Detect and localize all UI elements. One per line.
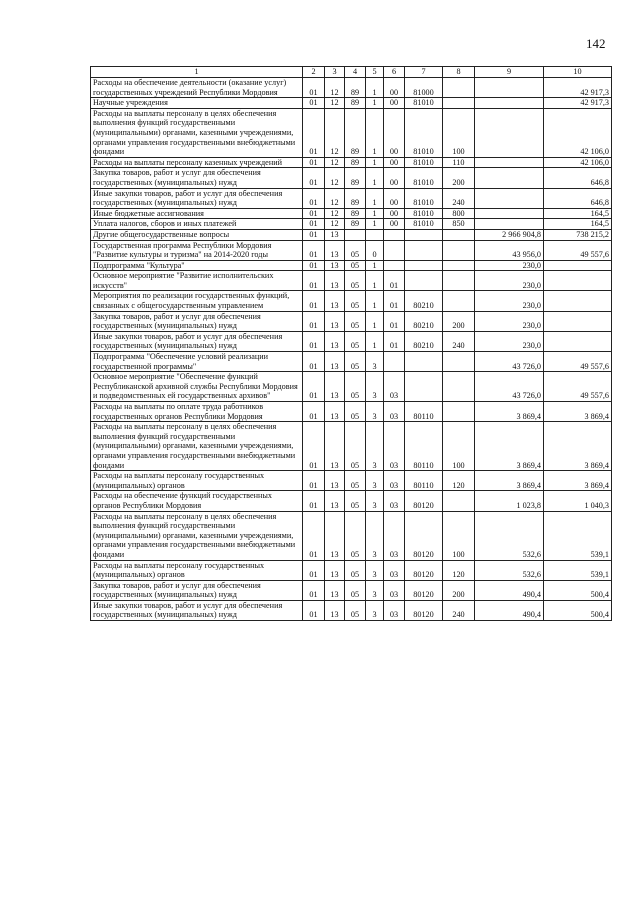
row-name-cell: Мероприятия по реализации государственных функций, связанных с общегосударственным управлением (91, 291, 303, 311)
program-code-cell: 05 (345, 271, 366, 291)
table-row (91, 157, 612, 168)
activity-code-cell: 03 (384, 580, 405, 600)
column-header: 6 (384, 67, 405, 78)
direction-code-cell: 80110 (405, 422, 443, 471)
subsection-code-cell: 12 (325, 219, 345, 230)
row-name-cell: Расходы на обеспечение деятельности (оказание услуг) государственных учреждений Республики Мордовия (91, 78, 303, 98)
direction-code-cell: 81010 (405, 98, 443, 109)
subprogram-code-cell: 3 (366, 471, 384, 491)
amount-year-1-cell: 43 956,0 (475, 240, 544, 260)
subsection-code-cell: 13 (325, 331, 345, 351)
expense-type-code-cell: 850 (443, 219, 475, 230)
subsection-code-cell: 13 (325, 271, 345, 291)
activity-code-cell: 00 (384, 78, 405, 98)
subsection-code-cell: 13 (325, 352, 345, 372)
program-code-cell: 05 (345, 600, 366, 620)
expense-type-code-cell: 100 (443, 422, 475, 471)
subsection-code-cell: 13 (325, 372, 345, 402)
subprogram-code-cell: 1 (366, 291, 384, 311)
amount-year-2-cell (544, 331, 612, 351)
subprogram-code-cell (366, 229, 384, 240)
expense-type-code-cell (443, 372, 475, 402)
row-name-cell: Расходы на выплаты персоналу казенных учреждений (91, 157, 303, 168)
column-header: 10 (544, 67, 612, 78)
amount-year-2-cell: 3 869,4 (544, 402, 612, 422)
amount-year-1-cell: 3 869,4 (475, 402, 544, 422)
activity-code-cell: 03 (384, 471, 405, 491)
amount-year-1-cell: 230,0 (475, 271, 544, 291)
subsection-code-cell: 13 (325, 402, 345, 422)
program-code-cell: 89 (345, 78, 366, 98)
activity-code-cell (384, 240, 405, 260)
amount-year-2-cell: 49 557,6 (544, 240, 612, 260)
direction-code-cell: 81010 (405, 168, 443, 188)
activity-code-cell: 01 (384, 311, 405, 331)
amount-year-2-cell: 49 557,6 (544, 352, 612, 372)
column-header: 4 (345, 67, 366, 78)
expense-type-code-cell: 110 (443, 157, 475, 168)
section-code-cell: 01 (303, 352, 325, 372)
direction-code-cell: 80120 (405, 511, 443, 560)
row-name-cell: Расходы на выплаты персоналу государственных (муниципальных) органов (91, 560, 303, 580)
subprogram-code-cell: 1 (366, 208, 384, 219)
amount-year-2-cell: 164,5 (544, 208, 612, 219)
expense-type-code-cell (443, 271, 475, 291)
table-row (91, 291, 612, 311)
row-name-cell: Закупка товаров, работ и услуг для обеспечения государственных (муниципальных) нужд (91, 168, 303, 188)
table-row (91, 188, 612, 208)
amount-year-2-cell: 42 106,0 (544, 108, 612, 157)
section-code-cell: 01 (303, 311, 325, 331)
section-code-cell: 01 (303, 260, 325, 271)
section-code-cell: 01 (303, 98, 325, 109)
amount-year-2-cell (544, 271, 612, 291)
column-header: 2 (303, 67, 325, 78)
direction-code-cell: 80120 (405, 491, 443, 511)
subsection-code-cell: 12 (325, 188, 345, 208)
expense-type-code-cell (443, 78, 475, 98)
subprogram-code-cell: 1 (366, 331, 384, 351)
amount-year-2-cell: 738 215,2 (544, 229, 612, 240)
activity-code-cell: 01 (384, 291, 405, 311)
section-code-cell: 01 (303, 511, 325, 560)
section-code-cell: 01 (303, 491, 325, 511)
subprogram-code-cell: 3 (366, 580, 384, 600)
activity-code-cell: 00 (384, 208, 405, 219)
row-name-cell: Подпрограмма "Культура" (91, 260, 303, 271)
column-header: 9 (475, 67, 544, 78)
direction-code-cell (405, 271, 443, 291)
direction-code-cell: 80110 (405, 402, 443, 422)
activity-code-cell: 00 (384, 168, 405, 188)
direction-code-cell: 80210 (405, 331, 443, 351)
section-code-cell: 01 (303, 422, 325, 471)
program-code-cell: 05 (345, 311, 366, 331)
program-code-cell: 89 (345, 208, 366, 219)
program-code-cell: 05 (345, 422, 366, 471)
amount-year-2-cell: 42 917,3 (544, 98, 612, 109)
section-code-cell: 01 (303, 471, 325, 491)
table-row (91, 168, 612, 188)
column-header: 3 (325, 67, 345, 78)
activity-code-cell: 03 (384, 372, 405, 402)
expense-type-code-cell (443, 98, 475, 109)
section-code-cell: 01 (303, 331, 325, 351)
section-code-cell: 01 (303, 78, 325, 98)
row-name-cell: Иные закупки товаров, работ и услуг для обеспечения государственных (муниципальных) нужд (91, 600, 303, 620)
budget-table (90, 66, 612, 621)
row-name-cell: Расходы на выплаты персоналу государственных (муниципальных) органов (91, 471, 303, 491)
row-name-cell: Иные закупки товаров, работ и услуг для обеспечения государственных (муниципальных) нужд (91, 331, 303, 351)
amount-year-1-cell: 230,0 (475, 260, 544, 271)
subsection-code-cell: 13 (325, 491, 345, 511)
direction-code-cell: 81010 (405, 157, 443, 168)
amount-year-2-cell: 164,5 (544, 219, 612, 230)
expense-type-code-cell: 100 (443, 108, 475, 157)
direction-code-cell (405, 352, 443, 372)
activity-code-cell: 00 (384, 188, 405, 208)
row-name-cell: Закупка товаров, работ и услуг для обеспечения государственных (муниципальных) нужд (91, 311, 303, 331)
section-code-cell: 01 (303, 600, 325, 620)
direction-code-cell: 80210 (405, 311, 443, 331)
row-name-cell: Подпрограмма "Обеспечение условий реализации государственной программы" (91, 352, 303, 372)
subprogram-code-cell: 3 (366, 600, 384, 620)
table-row (91, 491, 612, 511)
direction-code-cell (405, 240, 443, 260)
subprogram-code-cell: 3 (366, 491, 384, 511)
direction-code-cell: 81010 (405, 108, 443, 157)
amount-year-1-cell: 230,0 (475, 291, 544, 311)
program-code-cell: 89 (345, 188, 366, 208)
amount-year-2-cell: 539,1 (544, 560, 612, 580)
program-code-cell: 05 (345, 260, 366, 271)
direction-code-cell: 81010 (405, 208, 443, 219)
direction-code-cell (405, 372, 443, 402)
subsection-code-cell: 13 (325, 471, 345, 491)
activity-code-cell: 00 (384, 157, 405, 168)
subprogram-code-cell: 3 (366, 422, 384, 471)
row-name-cell: Научные учреждения (91, 98, 303, 109)
amount-year-2-cell: 42 106,0 (544, 157, 612, 168)
subsection-code-cell: 13 (325, 260, 345, 271)
table-row (91, 352, 612, 372)
program-code-cell: 05 (345, 372, 366, 402)
section-code-cell: 01 (303, 108, 325, 157)
direction-code-cell (405, 229, 443, 240)
amount-year-2-cell: 49 557,6 (544, 372, 612, 402)
section-code-cell: 01 (303, 560, 325, 580)
table-row (91, 219, 612, 230)
column-header: 1 (91, 67, 303, 78)
table-row (91, 240, 612, 260)
subsection-code-cell: 12 (325, 208, 345, 219)
amount-year-1-cell: 532,6 (475, 560, 544, 580)
row-name-cell: Основное мероприятие "Обеспечение функций Республиканской архивной службы Республики Мордовия и подведомственных ей государственных архивов" (91, 372, 303, 402)
expense-type-code-cell: 200 (443, 580, 475, 600)
table-row (91, 331, 612, 351)
amount-year-1-cell: 490,4 (475, 600, 544, 620)
column-header: 7 (405, 67, 443, 78)
subsection-code-cell: 13 (325, 291, 345, 311)
section-code-cell: 01 (303, 402, 325, 422)
row-name-cell: Иные бюджетные ассигнования (91, 208, 303, 219)
program-code-cell: 89 (345, 219, 366, 230)
program-code-cell: 05 (345, 511, 366, 560)
table-row (91, 422, 612, 471)
table-row (91, 229, 612, 240)
amount-year-1-cell: 532,6 (475, 511, 544, 560)
row-name-cell: Иные закупки товаров, работ и услуг для обеспечения государственных (муниципальных) нужд (91, 188, 303, 208)
table-row (91, 600, 612, 620)
direction-code-cell: 80110 (405, 471, 443, 491)
expense-type-code-cell (443, 240, 475, 260)
table-row (91, 78, 612, 98)
row-name-cell: Государственная программа Республики Мордовия "Развитие культуры и туризма" на 2014-2020 годы (91, 240, 303, 260)
amount-year-2-cell: 500,4 (544, 580, 612, 600)
expense-type-code-cell (443, 291, 475, 311)
activity-code-cell: 01 (384, 271, 405, 291)
subprogram-code-cell: 3 (366, 511, 384, 560)
activity-code-cell: 03 (384, 402, 405, 422)
row-name-cell: Расходы на выплаты персоналу в целях обеспечения выполнения функций государственными (муниципальными) органами, казенными учреждениями, органами управления государственными внебюджетными фондами (91, 511, 303, 560)
subsection-code-cell: 13 (325, 600, 345, 620)
table-row (91, 560, 612, 580)
subprogram-code-cell: 1 (366, 78, 384, 98)
amount-year-1-cell (475, 188, 544, 208)
table-row (91, 402, 612, 422)
subprogram-code-cell: 1 (366, 219, 384, 230)
amount-year-2-cell: 646,8 (544, 188, 612, 208)
subsection-code-cell: 13 (325, 560, 345, 580)
subprogram-code-cell: 1 (366, 311, 384, 331)
activity-code-cell: 00 (384, 108, 405, 157)
table-row (91, 471, 612, 491)
page-number: 142 (586, 36, 606, 51)
section-code-cell: 01 (303, 219, 325, 230)
direction-code-cell: 81000 (405, 78, 443, 98)
section-code-cell: 01 (303, 271, 325, 291)
activity-code-cell (384, 229, 405, 240)
program-code-cell: 89 (345, 157, 366, 168)
amount-year-2-cell: 646,8 (544, 168, 612, 188)
amount-year-2-cell (544, 311, 612, 331)
table-row (91, 98, 612, 109)
section-code-cell: 01 (303, 240, 325, 260)
subprogram-code-cell: 1 (366, 271, 384, 291)
program-code-cell: 89 (345, 108, 366, 157)
table-row (91, 511, 612, 560)
amount-year-1-cell: 490,4 (475, 580, 544, 600)
expense-type-code-cell: 100 (443, 511, 475, 560)
subprogram-code-cell: 1 (366, 157, 384, 168)
amount-year-1-cell (475, 98, 544, 109)
subprogram-code-cell: 3 (366, 402, 384, 422)
amount-year-2-cell: 500,4 (544, 600, 612, 620)
section-code-cell: 01 (303, 188, 325, 208)
program-code-cell: 05 (345, 291, 366, 311)
subsection-code-cell: 13 (325, 240, 345, 260)
expense-type-code-cell: 200 (443, 311, 475, 331)
subsection-code-cell: 12 (325, 108, 345, 157)
amount-year-1-cell (475, 219, 544, 230)
amount-year-1-cell: 43 726,0 (475, 372, 544, 402)
subsection-code-cell: 12 (325, 168, 345, 188)
table-row (91, 372, 612, 402)
direction-code-cell: 80120 (405, 580, 443, 600)
subsection-code-cell: 13 (325, 229, 345, 240)
row-name-cell: Расходы на обеспечение функций государственных органов Республики Мордовия (91, 491, 303, 511)
activity-code-cell: 03 (384, 422, 405, 471)
amount-year-1-cell: 230,0 (475, 331, 544, 351)
amount-year-1-cell: 1 023,8 (475, 491, 544, 511)
activity-code-cell: 00 (384, 98, 405, 109)
section-code-cell: 01 (303, 372, 325, 402)
expense-type-code-cell: 120 (443, 471, 475, 491)
direction-code-cell: 80120 (405, 600, 443, 620)
subprogram-code-cell: 1 (366, 188, 384, 208)
table-header-row (91, 67, 612, 78)
program-code-cell: 05 (345, 560, 366, 580)
subprogram-code-cell: 3 (366, 372, 384, 402)
subsection-code-cell: 12 (325, 78, 345, 98)
table-row (91, 108, 612, 157)
subprogram-code-cell: 1 (366, 168, 384, 188)
row-name-cell: Основное мероприятие "Развитие исполнительских искусств" (91, 271, 303, 291)
expense-type-code-cell: 240 (443, 331, 475, 351)
direction-code-cell (405, 260, 443, 271)
direction-code-cell: 80210 (405, 291, 443, 311)
amount-year-1-cell: 3 869,4 (475, 471, 544, 491)
program-code-cell: 05 (345, 471, 366, 491)
program-code-cell: 05 (345, 331, 366, 351)
section-code-cell: 01 (303, 229, 325, 240)
subsection-code-cell: 13 (325, 422, 345, 471)
expense-type-code-cell (443, 260, 475, 271)
section-code-cell: 01 (303, 168, 325, 188)
program-code-cell: 05 (345, 491, 366, 511)
direction-code-cell: 81010 (405, 188, 443, 208)
activity-code-cell: 03 (384, 600, 405, 620)
activity-code-cell: 00 (384, 219, 405, 230)
section-code-cell: 01 (303, 580, 325, 600)
direction-code-cell: 81010 (405, 219, 443, 230)
subprogram-code-cell: 3 (366, 560, 384, 580)
row-name-cell: Другие общегосударственные вопросы (91, 229, 303, 240)
expense-type-code-cell: 240 (443, 188, 475, 208)
program-code-cell (345, 229, 366, 240)
activity-code-cell: 03 (384, 560, 405, 580)
amount-year-2-cell: 539,1 (544, 511, 612, 560)
amount-year-1-cell (475, 108, 544, 157)
expense-type-code-cell: 240 (443, 600, 475, 620)
amount-year-1-cell (475, 168, 544, 188)
program-code-cell: 89 (345, 168, 366, 188)
program-code-cell: 05 (345, 402, 366, 422)
expense-type-code-cell (443, 352, 475, 372)
table-row (91, 311, 612, 331)
table-row (91, 208, 612, 219)
table-row (91, 580, 612, 600)
activity-code-cell (384, 260, 405, 271)
subprogram-code-cell: 3 (366, 352, 384, 372)
subprogram-code-cell: 0 (366, 240, 384, 260)
column-header: 5 (366, 67, 384, 78)
amount-year-2-cell: 1 040,3 (544, 491, 612, 511)
activity-code-cell: 03 (384, 511, 405, 560)
amount-year-2-cell (544, 260, 612, 271)
table-body (91, 78, 612, 621)
subprogram-code-cell: 1 (366, 108, 384, 157)
table-row (91, 260, 612, 271)
row-name-cell: Расходы на выплаты по оплате труда работников государственных органов Республики Мордовия (91, 402, 303, 422)
section-code-cell: 01 (303, 208, 325, 219)
expense-type-code-cell: 200 (443, 168, 475, 188)
program-code-cell: 05 (345, 580, 366, 600)
subsection-code-cell: 12 (325, 157, 345, 168)
amount-year-1-cell (475, 157, 544, 168)
expense-type-code-cell (443, 491, 475, 511)
subprogram-code-cell: 1 (366, 260, 384, 271)
subsection-code-cell: 12 (325, 98, 345, 109)
row-name-cell: Расходы на выплаты персоналу в целях обеспечения выполнения функций государственными (муниципальными) органами, казенными учреждениями, органами управления государственными внебюджетными фондами (91, 422, 303, 471)
activity-code-cell: 01 (384, 331, 405, 351)
section-code-cell: 01 (303, 291, 325, 311)
amount-year-1-cell (475, 208, 544, 219)
expense-type-code-cell (443, 229, 475, 240)
subsection-code-cell: 13 (325, 311, 345, 331)
row-name-cell: Расходы на выплаты персоналу в целях обеспечения выполнения функций государственными (муниципальными) органами, казенными учреждениями, органами управления государственными внебюджетными фондами (91, 108, 303, 157)
amount-year-2-cell: 42 917,3 (544, 78, 612, 98)
amount-year-2-cell: 3 869,4 (544, 471, 612, 491)
program-code-cell: 89 (345, 98, 366, 109)
expense-type-code-cell (443, 402, 475, 422)
subprogram-code-cell: 1 (366, 98, 384, 109)
column-header: 8 (443, 67, 475, 78)
program-code-cell: 05 (345, 240, 366, 260)
section-code-cell: 01 (303, 157, 325, 168)
amount-year-1-cell: 43 726,0 (475, 352, 544, 372)
amount-year-1-cell: 2 966 904,8 (475, 229, 544, 240)
row-name-cell: Закупка товаров, работ и услуг для обеспечения государственных (муниципальных) нужд (91, 580, 303, 600)
row-name-cell: Уплата налогов, сборов и иных платежей (91, 219, 303, 230)
amount-year-2-cell (544, 291, 612, 311)
program-code-cell: 05 (345, 352, 366, 372)
subsection-code-cell: 13 (325, 511, 345, 560)
table-row (91, 271, 612, 291)
expense-type-code-cell: 800 (443, 208, 475, 219)
amount-year-1-cell: 3 869,4 (475, 422, 544, 471)
amount-year-2-cell: 3 869,4 (544, 422, 612, 471)
direction-code-cell: 80120 (405, 560, 443, 580)
activity-code-cell: 03 (384, 491, 405, 511)
amount-year-1-cell (475, 78, 544, 98)
amount-year-1-cell: 230,0 (475, 311, 544, 331)
subsection-code-cell: 13 (325, 580, 345, 600)
expense-type-code-cell: 120 (443, 560, 475, 580)
activity-code-cell (384, 352, 405, 372)
